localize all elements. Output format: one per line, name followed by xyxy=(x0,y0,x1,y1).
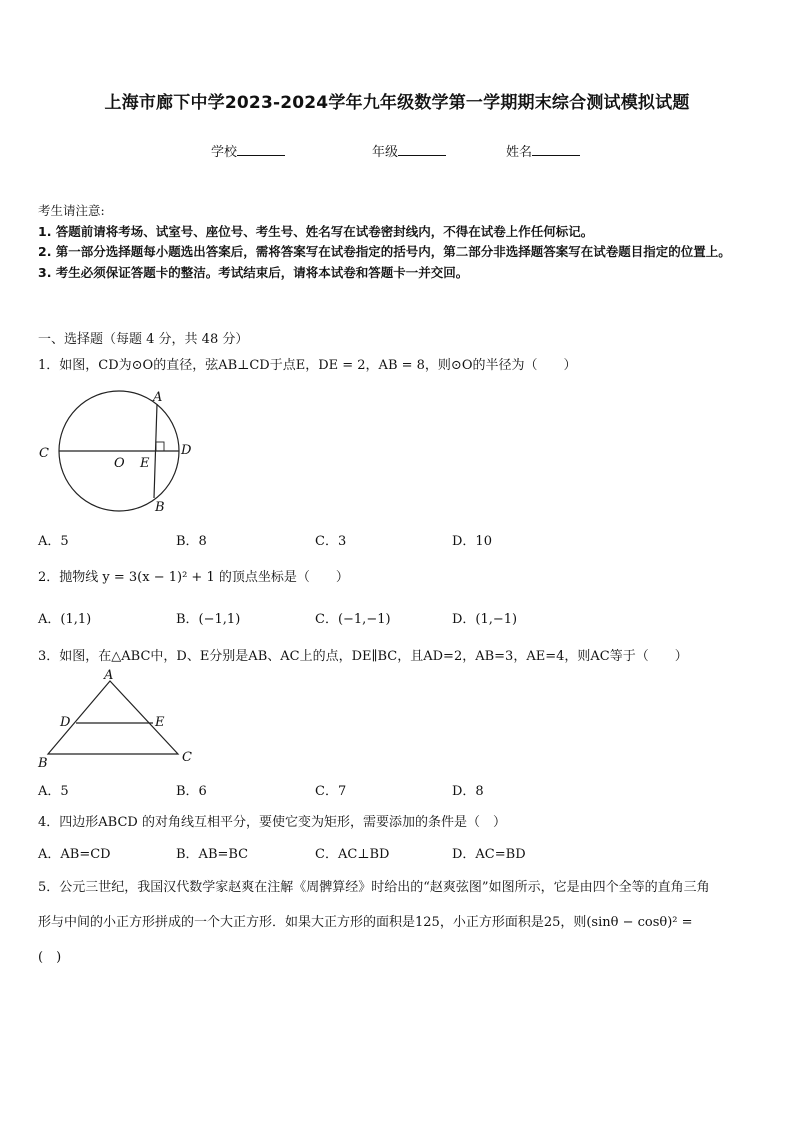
notice-item: 1. 答题前请将考场、试室号、座位号、考生号、姓名写在试卷密封线内，不得在试卷上作任何标记。 xyxy=(38,223,594,239)
grade-blank[interactable] xyxy=(398,143,446,156)
page-title: 上海市廊下中学2023-2024学年九年级数学第一学期期末综合测试模拟试题 xyxy=(104,93,690,113)
school-field xyxy=(211,141,285,160)
school-label: 学校 xyxy=(211,145,238,160)
q4-option-a[interactable]: A．AB=CD xyxy=(38,847,111,862)
q2-option-a[interactable]: A．(1,1) xyxy=(38,612,92,627)
question-5-line-3: ( ) xyxy=(38,950,62,965)
question-4-text: 4．四边形ABCD 的对角线互相平分，要使它变为矩形，需要添加的条件是（ ） xyxy=(38,815,506,830)
q4-option-b[interactable]: B．AB=BC xyxy=(176,847,249,862)
q3-option-d[interactable]: D．8 xyxy=(452,784,484,799)
q2-option-b[interactable]: B．(−1,1) xyxy=(176,612,241,627)
point-e-label: E xyxy=(155,715,165,730)
name-label: 姓名 xyxy=(506,145,533,160)
point-o-label: O xyxy=(114,456,125,471)
notice-item: 3. 考生必须保证答题卡的整洁。考试结束后，请将本试卷和答题卡一并交回。 xyxy=(38,264,469,280)
name-blank[interactable] xyxy=(532,143,580,156)
point-b-label: B xyxy=(38,756,48,771)
q1-option-a[interactable]: A．5 xyxy=(38,534,69,549)
q1-option-b[interactable]: B．8 xyxy=(176,534,207,549)
notice-heading: 考生请注意: xyxy=(38,203,105,218)
q2-option-d[interactable]: D．(1,−1) xyxy=(452,612,518,627)
question-1-text: 1．如图，CD为⊙O的直径，弦AB⊥CD于点E，DE = 2，AB = 8，则⊙O的半径为（ ） xyxy=(38,358,577,373)
point-a-label: A xyxy=(153,390,163,405)
notice xyxy=(38,201,763,283)
question-2-text: 2．抛物线 y = 3(x − 1)² + 1 的顶点坐标是（ ） xyxy=(38,570,349,585)
q1-option-c[interactable]: C．3 xyxy=(315,534,347,549)
question-5-line-1: 5．公元三世纪，我国汉代数学家赵爽在注解《周髀算经》时给出的“赵爽弦图”如图所示，它是由四个全等的直角三角 xyxy=(38,880,710,895)
q4-option-d[interactable]: D．AC=BD xyxy=(452,847,526,862)
question-1-circle-figure xyxy=(30,385,210,520)
right-angle-mark xyxy=(156,442,164,451)
point-a-label: A xyxy=(104,668,114,683)
point-c-label: C xyxy=(182,750,192,765)
question-3-triangle-figure xyxy=(30,668,205,773)
school-blank[interactable] xyxy=(237,143,285,156)
question-3-text: 3．如图，在△ABC中，D、E分别是AB、AC上的点，DE∥BC，且AD=2，AB=3，AE=4，则AC等于（ ） xyxy=(38,649,688,664)
q3-option-c[interactable]: C．7 xyxy=(315,784,347,799)
name-field xyxy=(506,141,580,160)
point-d-label: D xyxy=(181,443,192,458)
q1-option-d[interactable]: D．10 xyxy=(452,534,492,549)
question-5-line-2: 形与中间的小正方形拼成的一个大正方形．如果大正方形的面积是125，小正方形面积是25，则(sinθ − cosθ)² = xyxy=(38,915,693,930)
grade-label: 年级 xyxy=(372,145,399,160)
q4-option-c[interactable]: C．AC⊥BD xyxy=(315,847,390,862)
point-c-label: C xyxy=(39,446,49,461)
point-d-label: D xyxy=(60,715,71,730)
point-e-label: E xyxy=(140,456,150,471)
q2-option-c[interactable]: C．(−1,−1) xyxy=(315,612,391,627)
point-b-label: B xyxy=(155,500,165,515)
q3-option-a[interactable]: A．5 xyxy=(38,784,69,799)
section-heading: 一、选择题（每题 4 分，共 48 分） xyxy=(38,332,249,347)
notice-item: 2. 第一部分选择题每小题选出答案后，需将答案写在试卷指定的括号内，第二部分非选择题答案写在试卷题目指定的位置上。 xyxy=(38,244,731,259)
grade-field xyxy=(372,141,446,160)
q3-option-b[interactable]: B．6 xyxy=(176,784,207,799)
